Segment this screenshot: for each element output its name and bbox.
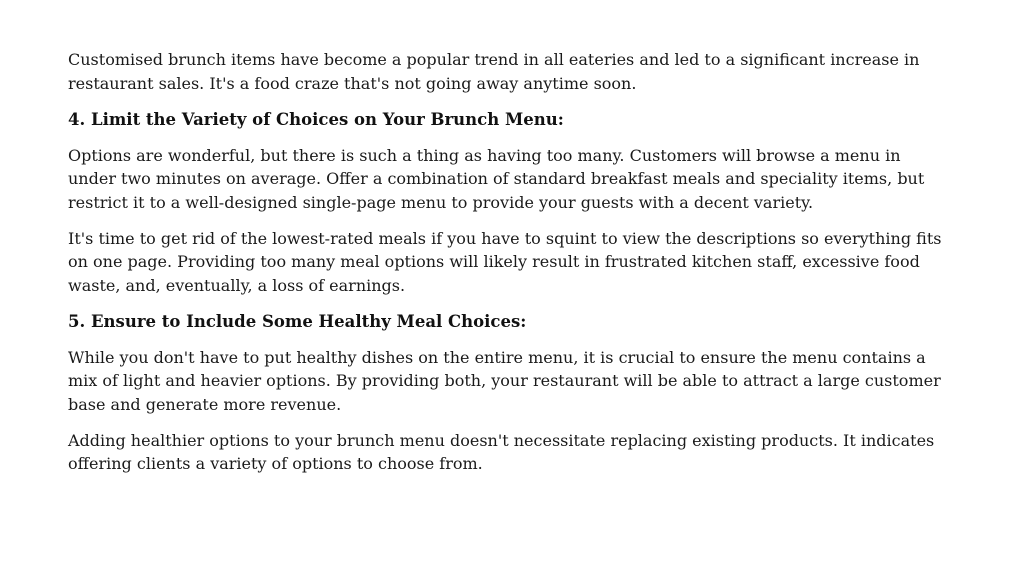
section-5-paragraph-2: Adding healthier options to your brunch menu doesn't necessitate replacing existing products. It indicates offering clients a variety of options to choose from. bbox=[68, 430, 935, 473]
section-4-paragraph-2: It's time to get rid of the lowest-rated meals if you have to squint to view the descriptions so everything fits on one page. Providing too many meal options will likely result in frustrated kitchen staff, excessive food waste, and, eventually, a loss of earnings. bbox=[68, 228, 942, 295]
section-4-heading: 4. Limit the Variety of Choices on Your Brunch Menu: bbox=[68, 109, 564, 129]
intro-paragraph: Customised brunch items have become a popular trend in all eateries and led to a significant increase in restaurant sales. It's a food craze that's not going away anytime soon. bbox=[68, 50, 920, 93]
section-5-paragraph-1: While you don't have to put healthy dishes on the entire menu, it is crucial to ensure the menu contains a mix of light and heavier options. By providing both, your restaurant will be able to attract a large customer base and generate more revenue. bbox=[68, 347, 941, 414]
section-5-heading: 5. Ensure to Include Some Healthy Meal Choices: bbox=[68, 311, 527, 331]
section-4-paragraph-1: Options are wonderful, but there is such a thing as having too many. Customers will browse a menu in under two minutes on average. Offer a combination of standard breakfast meals and speciality items, but restrict it to a well-designed single-page menu to provide your guests with a decent variety. bbox=[68, 145, 925, 212]
article-body bbox=[68, 48, 948, 488]
